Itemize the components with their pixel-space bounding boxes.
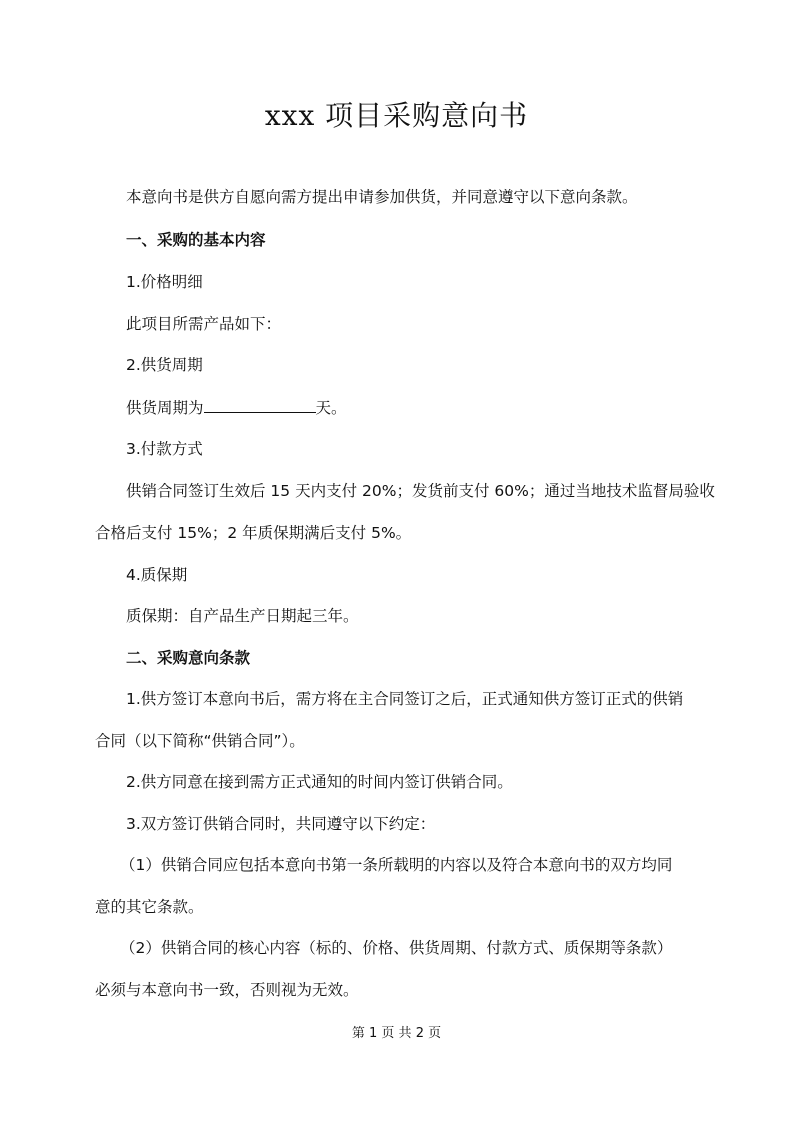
section-heading-basic-content: 一、采购的基本内容	[126, 231, 266, 249]
section-heading-purchase-terms: 二、采购意向条款	[126, 649, 251, 667]
intro-paragraph: 本意向书是供方自愿向需方提出申请参加供货，并同意遵守以下意向条款。	[126, 188, 638, 206]
item-text-warranty: 质保期：自产品生产日期起三年。	[126, 607, 359, 625]
clause1-line2: 合同（以下简称“供销合同”）。	[95, 732, 305, 750]
clause1-line1: 1.供方签订本意向书后，需方将在主合同签订之后，正式通知供方签订正式的供销	[126, 690, 684, 708]
sub-clause1-line1: （1）供销合同应包括本意向书第一条所载明的内容以及符合本意向书的双方均同	[120, 856, 673, 874]
item-text-payment-line2: 合格后支付 15%；2 年质保期满后支付 5%。	[95, 524, 412, 542]
document-title: xxx 项目采购意向书	[264, 99, 529, 132]
clause3: 3.双方签订供销合同时，共同遵守以下约定：	[126, 815, 436, 833]
supply-period-blank-field	[204, 394, 316, 413]
page-footer: 第 1 页 共 2 页	[351, 1026, 442, 1041]
item-text-supply-period	[126, 394, 706, 421]
item-title-price-details: 1.价格明细	[126, 273, 203, 291]
clause2: 2.供方同意在接到需方正式通知的时间内签订供销合同。	[126, 773, 513, 791]
item-title-payment-method: 3.付款方式	[126, 440, 203, 458]
item-text-payment-line1: 供销合同签订生效后 15 天内支付 20%；发货前支付 60%；通过当地技术监督局验收	[126, 482, 715, 500]
sub-clause1-line2: 意的其它条款。	[95, 898, 204, 916]
item-title-supply-period: 2.供货周期	[126, 356, 203, 374]
item-text-price-details: 此项目所需产品如下：	[126, 315, 282, 333]
supply-period-suffix: 天。	[315, 399, 347, 417]
sub-clause2-line2: 必须与本意向书一致，否则视为无效。	[95, 981, 359, 999]
supply-period-prefix: 供货周期为	[126, 399, 204, 417]
sub-clause2-line1: （2）供销合同的核心内容（标的、价格、供货周期、付款方式、质保期等条款）	[120, 939, 673, 957]
item-title-warranty: 4.质保期	[126, 566, 188, 584]
